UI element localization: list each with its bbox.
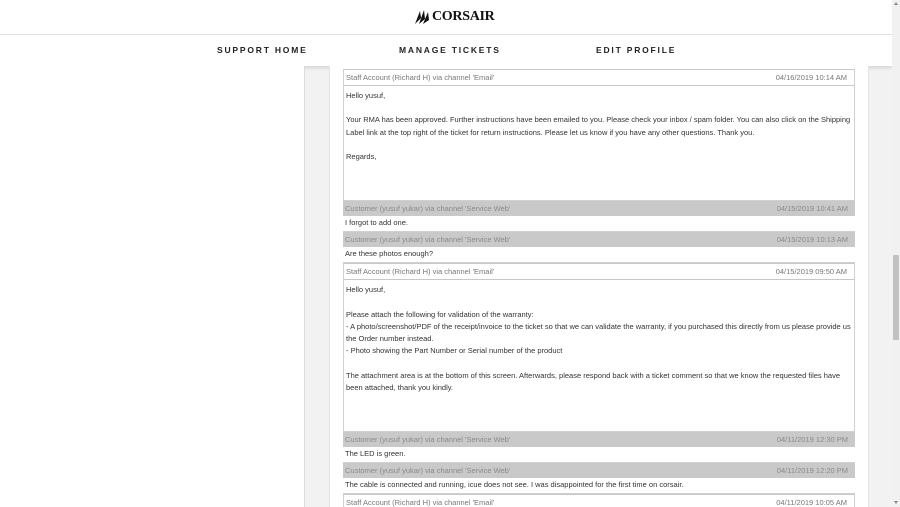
message-body [343,447,855,462]
message-header [344,263,854,280]
message-line [346,163,852,175]
staff-message [343,69,855,201]
message-header [343,463,855,478]
message-line [346,102,852,114]
message-timestamp: 04/11/2019 12:20 PM [776,465,848,475]
message-header [344,69,854,86]
message-line: Hello yusuf, [346,91,386,100]
message-header [343,432,855,447]
customer-message [343,463,855,494]
main-nav [0,35,892,66]
top-header [0,0,892,35]
scroll-down-icon[interactable] [894,501,898,504]
scrollbar-thumb[interactable] [893,255,899,340]
brand-name: CORSAIR [432,9,495,24]
message-line: - A photo/screenshot/PDF of the receipt/invoice to the ticket so that we can validate the warranty, if you purchased this directly from us please provide us the Order number instead. [346,321,851,343]
message-author: Staff Account (Richard H) via channel 'Email' [346,73,495,82]
customer-message [343,201,855,232]
message-body [344,280,854,430]
message-line: I forgot to add one. [345,217,408,227]
message-author: Customer (yusuf yukar) via channel 'Service Web' [345,203,511,213]
nav-manage-tickets[interactable]: MANAGE TICKETS [399,45,501,55]
message-body [343,247,855,262]
message-line [346,296,852,308]
corsair-logo[interactable] [414,6,494,28]
message-line: The cable is connected and running, icue does not see. I was disappointed for the first time on corsair. [345,479,684,489]
left-sidebar [0,66,305,507]
page-scrollbar[interactable] [892,0,900,507]
message-author: Customer (yusuf yukar) via channel 'Service Web' [345,434,511,444]
message-line [346,394,852,406]
staff-message [343,263,855,431]
message-line: Hello yusuf, [346,285,386,295]
message-author: Customer (yusuf yukar) via channel 'Service Web' [345,234,511,244]
message-timestamp: 04/15/2019 10:13 AM [776,234,848,244]
message-timestamp: 04/11/2019 12:30 PM [776,434,848,444]
message-thread [343,69,855,507]
message-line [346,357,852,369]
message-body [343,478,855,493]
message-body [344,86,854,200]
message-header [343,232,855,247]
message-line: Your RMA has been approved. Further instructions have been emailed to you. Please check your inbox / spam folder. You can also click on the Shipping Label link at the top right of the ticket for return instructions. Please let us know if you have any other questions. Thank you. [346,115,851,137]
message-header [344,494,854,507]
message-line: The attachment area is at the bottom of this screen. Afterwards, please respond back with a ticket comment so that we know the requested files have been attached, thank you kindly. [346,370,841,392]
message-line: The LED is green. [345,448,406,458]
message-author: Staff Account (Richard H) via channel 'Email' [346,497,495,507]
message-line: Regards, [346,151,377,161]
message-line: Please attach the following for validation of the warranty: [346,309,534,319]
message-line [346,418,852,430]
message-body [343,216,855,231]
nav-support-home[interactable]: SUPPORT HOME [217,45,308,55]
message-line [346,406,852,418]
message-author: Staff Account (Richard H) via channel 'Email' [346,267,495,277]
message-header [343,201,855,216]
customer-message [343,432,855,463]
message-author: Customer (yusuf yukar) via channel 'Service Web' [345,465,511,475]
nav-edit-profile[interactable]: EDIT PROFILE [596,45,677,55]
message-line [346,139,852,151]
message-line: - Photo showing the Part Number or Serial number of the product [346,346,563,356]
message-timestamp: 04/11/2019 10:05 AM [776,497,847,507]
sail-icon [414,9,430,25]
message-timestamp: 04/15/2019 09:50 AM [775,267,847,277]
message-timestamp: 04/15/2019 10:41 AM [776,203,848,213]
message-line [346,188,852,200]
message-line [346,175,852,187]
staff-message [343,494,855,507]
customer-message [343,232,855,263]
message-timestamp: 04/16/2019 10:14 AM [775,73,847,82]
scroll-up-icon[interactable] [894,2,898,5]
ticket-content [329,66,869,507]
message-line: Are these photos enough? [345,248,433,258]
